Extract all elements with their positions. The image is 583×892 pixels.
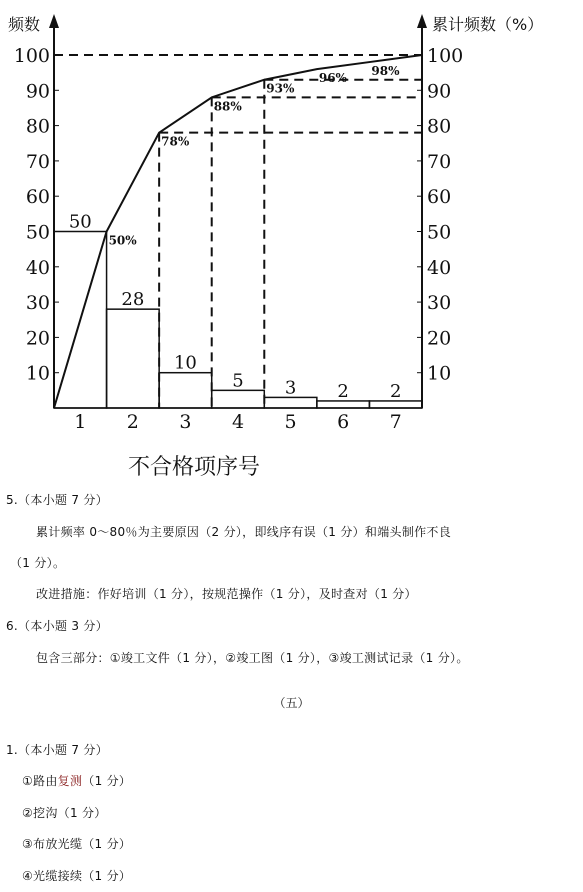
cumulative-label-4: 93% <box>266 81 295 96</box>
left-tick-label-20: 20 <box>25 327 50 350</box>
left-tick-label-90: 90 <box>25 80 50 103</box>
x-tick-label-7: 7 <box>389 411 402 430</box>
right-tick-label-90: 90 <box>427 80 452 103</box>
right-tick-label-70: 70 <box>427 150 452 173</box>
x-tick-label-5: 5 <box>284 411 297 430</box>
bar-7 <box>369 401 422 408</box>
bar-value-label-4: 5 <box>232 370 244 392</box>
bar-value-label-3: 10 <box>173 352 197 374</box>
x-axis-title: 不合格项序号 <box>128 455 261 480</box>
right-tick-label-30: 30 <box>427 292 452 315</box>
cumulative-curve <box>54 55 422 408</box>
cumulative-label-6: 98% <box>371 64 400 79</box>
bar-2 <box>107 309 160 408</box>
right-tick-label-80: 80 <box>427 115 452 138</box>
q5-title: 5.（本小题 7 分） <box>6 493 109 507</box>
left-tick-label-80: 80 <box>25 115 50 138</box>
section-heading: （五） <box>273 696 310 710</box>
x-tick-label-6: 6 <box>337 411 350 430</box>
answer-item-4: ④光缆接续（1 分） <box>22 869 132 883</box>
right-tick-label-10: 10 <box>427 362 452 385</box>
answer-item-1 <box>22 773 131 789</box>
left-tick-label-10: 10 <box>25 362 50 385</box>
answer-item-2: ②挖沟（1 分） <box>22 806 107 820</box>
x-tick-label-3: 3 <box>179 411 192 430</box>
left-tick-label-50: 50 <box>25 221 50 244</box>
bar-4 <box>212 390 265 408</box>
left-tick-label-60: 60 <box>25 186 50 209</box>
bar-3 <box>159 373 212 408</box>
left-tick-label-70: 70 <box>25 150 50 173</box>
item1-suffix: （1 分） <box>82 774 132 788</box>
right-tick-label-20: 20 <box>427 327 452 350</box>
right-axis-arrow <box>417 14 427 28</box>
x-tick-labels <box>74 411 402 430</box>
right-axis-label: 累计频数（%） <box>432 15 544 34</box>
cumulative-label-3: 88% <box>213 99 242 114</box>
cumulative-label-2: 78% <box>161 134 190 149</box>
bar-6 <box>317 401 370 408</box>
left-tick-label-100: 100 <box>13 45 50 67</box>
left-tick-label-30: 30 <box>25 292 50 315</box>
x-tick-label-1: 1 <box>74 411 87 430</box>
left-tick-label-40: 40 <box>25 256 50 279</box>
answer-item-3: ③布放光缆（1 分） <box>22 837 132 851</box>
bar-value-label-2: 28 <box>121 289 145 311</box>
bar-value-label-1: 50 <box>68 211 92 233</box>
right-tick-label-40: 40 <box>427 256 452 279</box>
pareto-chart <box>0 0 583 430</box>
left-axis-arrow <box>49 14 59 28</box>
s5-q1-title: 1.（本小题 7 分） <box>6 743 109 757</box>
right-tick-label-60: 60 <box>427 186 452 209</box>
item1-prefix: ①路由 <box>22 774 58 788</box>
x-tick-label-2: 2 <box>126 411 139 430</box>
q5-line3: 改进措施：作好培训（1 分），按规范操作（1 分），及时查对（1 分） <box>36 587 417 601</box>
q5-line2: （1 分）。 <box>10 556 66 570</box>
q6-line1: 包含三部分：①竣工文件（1 分），②竣工图（1 分），③竣工测试记录（1 分）。 <box>36 651 469 665</box>
q5-line1: 累计频率 0～80％为主要原因（2 分），即线序有误（1 分）和端头制作不良 <box>36 525 452 539</box>
q6-title: 6.（本小题 3 分） <box>6 619 109 633</box>
bar-5 <box>264 397 317 408</box>
bar-value-label-6: 2 <box>337 380 349 402</box>
cumulative-label-5: 96% <box>318 71 347 86</box>
left-axis-label: 频数 <box>8 15 41 34</box>
x-tick-label-4: 4 <box>231 411 245 430</box>
cumulative-label-1: 50% <box>108 233 137 248</box>
bar-value-label-7: 2 <box>389 380 402 402</box>
bar-value-label-5: 3 <box>284 377 297 399</box>
right-tick-label-100: 100 <box>427 45 464 67</box>
item1-red: 复测 <box>57 774 83 788</box>
right-tick-label-50: 50 <box>427 221 452 244</box>
